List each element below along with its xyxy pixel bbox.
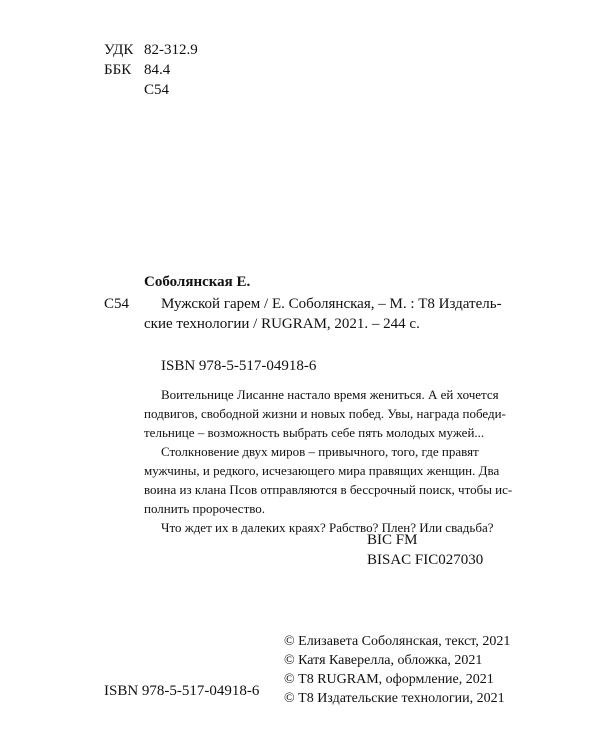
annotation-line: воина из клана Псов отправляются в бессрочный поиск, чтобы ис- <box>144 482 513 497</box>
copyright-line: © Елизавета Соболянская, текст, 2021 <box>284 634 511 649</box>
bbk-value: 84.4 <box>144 62 171 78</box>
isbn-footer: ISBN 978-5-517-04918-6 <box>104 683 260 699</box>
bbk-line <box>104 60 198 80</box>
annotation-line: Воительнице Лисанне настало время жениться. А ей хочется <box>161 387 499 402</box>
annotation-line: Столкновение двух миров – привычного, того, где правят <box>161 444 479 459</box>
annotation-line: полнить пророчество. <box>144 501 266 516</box>
bibliography-line-2: ские технологии / RUGRAM, 2021. – 244 с. <box>144 316 420 332</box>
bibliography-mark: С54 <box>104 296 130 312</box>
udk-line <box>104 40 198 60</box>
annotation <box>144 385 512 537</box>
copyright-block <box>284 632 510 708</box>
copyright-line: © Катя Каверелла, обложка, 2021 <box>284 653 483 668</box>
bisac-code: BISAC FIC027030 <box>367 552 484 568</box>
author-name: Соболянская Е. <box>144 274 251 290</box>
bibliography-line-1: Мужской гарем / Е. Соболянская, – М. : Т8 Издатель- <box>161 296 502 312</box>
annotation-line: тельнице – возможность выбрать себе пять молодых мужей... <box>144 425 485 440</box>
subject-codes <box>367 530 483 570</box>
annotation-line: Что ждет их в далеких краях? Рабство? Плен? Или свадьба? <box>161 520 494 535</box>
bbk-label: ББК <box>104 62 132 78</box>
copyright-line: © Т8 Издательские технологии, 2021 <box>284 691 505 706</box>
copyright-line: © Т8 RUGRAM, оформление, 2021 <box>284 672 494 687</box>
bic-code: BIC FM <box>367 532 418 548</box>
annotation-line: подвигов, свободной жизни и новых побед. Увы, награда победи- <box>144 406 506 421</box>
isbn-main: ISBN 978-5-517-04918-6 <box>161 358 317 374</box>
classification-block <box>104 40 198 100</box>
udk-label: УДК <box>104 42 134 58</box>
author-mark-line <box>104 80 198 100</box>
annotation-line: мужчины, и редкого, исчезающего мира правящих женщин. Два <box>144 463 500 478</box>
author-mark: С54 <box>144 82 170 98</box>
udk-value: 82-312.9 <box>144 42 198 58</box>
